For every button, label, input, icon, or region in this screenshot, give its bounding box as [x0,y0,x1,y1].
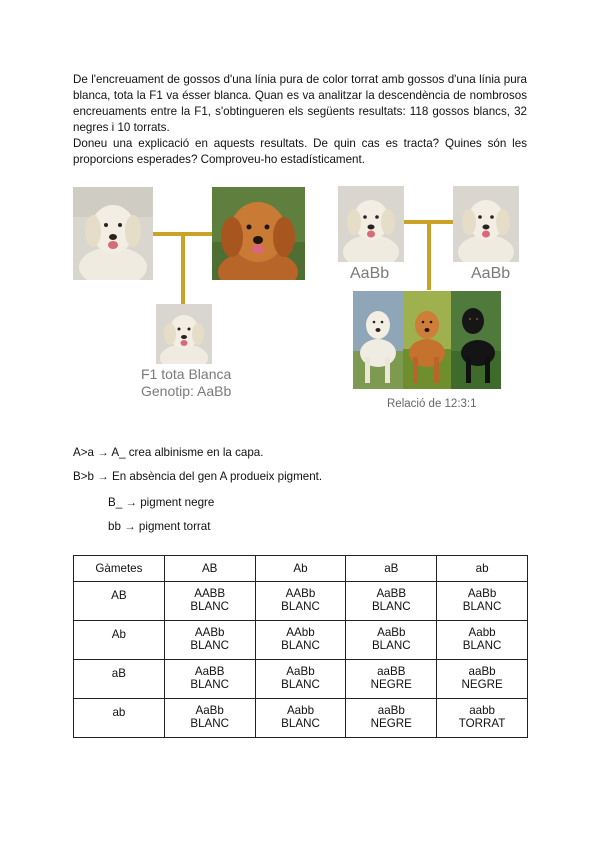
cell-genotype: AABb [285,587,316,600]
table-cell [437,621,528,660]
rule-pigment: B>b → En absència del gen A produeix pigment. [73,470,323,483]
cell-genotype: Aabb [468,626,496,639]
cell-phenotype: BLANC [281,600,320,613]
rule-albinism: A>a → A_ crea albinisme en la capa. [73,446,264,459]
cell-phenotype: BLANC [281,717,320,730]
cell-genotype: AaBb [195,704,224,717]
table-col-header: AB [164,556,255,582]
table-row [74,660,528,699]
cell-genotype: AABb [194,626,225,639]
table-col-header: aB [346,556,437,582]
table-cell [164,660,255,699]
table-cell [255,660,346,699]
table-cell [164,621,255,660]
f1-caption-phenotype: F1 tota Blanca [141,366,232,382]
table-cell [346,660,437,699]
cell-phenotype: TORRAT [458,717,506,730]
cell-phenotype: NEGRE [370,717,412,730]
f1-caption-genotype: Genotip: AaBb [141,383,232,399]
table-row-header: Ab [74,621,165,660]
cell-phenotype: NEGRE [370,678,412,691]
table-row [74,699,528,738]
cell-genotype: AaBB [194,665,225,678]
table-cell [255,621,346,660]
table-cell [346,699,437,738]
table-corner-header: Gàmetes [74,556,165,582]
cell-phenotype: BLANC [371,600,411,613]
cell-genotype: aaBb [377,704,405,717]
rule-black: B_ → pigment negre [108,496,215,509]
cell-genotype: AABB [194,587,226,600]
cell-genotype: AaBb [467,587,497,600]
cell-phenotype: BLANC [190,639,230,652]
table-row-header: ab [74,699,165,738]
parent1-genotype-label: AaBb [350,265,390,282]
f1-caption [141,366,231,400]
table-cell [255,582,346,621]
punnett-table [73,555,528,738]
cell-genotype: aaBb [468,665,496,678]
parent2-genotype-label: AaBb [471,265,511,282]
offspring-connector [181,232,185,304]
golden-dog-photo [212,187,305,280]
cell-phenotype: BLANC [281,639,320,652]
table-cell [164,582,255,621]
table-row-header: aB [74,660,165,699]
cell-phenotype: NEGRE [461,678,503,691]
table-cell [437,660,528,699]
table-cell [346,582,437,621]
f2-golden-dog-photo [403,291,451,389]
cell-genotype: AaBb [286,665,315,678]
table-row-header: AB [74,582,165,621]
cell-phenotype: BLANC [190,717,230,730]
cell-phenotype: BLANC [462,639,502,652]
f2-black-dog-photo [451,291,501,389]
white-dog-photo [73,187,153,280]
parent2-white-dog-photo [453,186,519,262]
cell-genotype: aabb [469,704,495,717]
table-row [74,582,528,621]
table-header-row [74,556,528,582]
table-cell [437,582,528,621]
cell-phenotype: BLANC [281,678,320,691]
parent1-white-dog-photo [338,186,404,262]
table-col-header: ab [437,556,528,582]
ratio-caption: Relació de 12:3:1 [387,398,477,410]
cell-phenotype: BLANC [462,600,502,613]
f2-connector [427,220,431,290]
cell-phenotype: BLANC [190,600,230,613]
problem-question: Doneu una explicació en aquests resultats. De quin cas es tracta? Quines són les proporcions esperades? Comproveu-ho estadísticament. [73,137,527,166]
rule-tan: bb → pigment torrat [108,520,211,533]
cell-genotype: Aabb [286,704,315,717]
cell-genotype: AAbb [286,626,315,639]
cell-genotype: AaBB [376,587,407,600]
f2-white-dog-photo [353,291,403,389]
table-cell [437,699,528,738]
table-row [74,621,528,660]
f1-white-dog-photo [156,304,212,364]
cell-phenotype: BLANC [371,639,411,652]
table-cell [255,699,346,738]
cell-genotype: AaBb [377,626,406,639]
cell-phenotype: BLANC [190,678,230,691]
problem-statement: De l'encreuament de gossos d'una línia pura de color torrat amb gossos d'una línia pura blanca, tota la F1 va ésser blanca. Quan es va analitzar la descendència de nombrosos encreuaments entre la F1, s'obtingueren els següents resultats: 118 gossos blancs, 32 negres i 10 torrats. [73,73,527,134]
table-col-header: Ab [255,556,346,582]
cell-genotype: aaBB [377,665,406,678]
table-cell [164,699,255,738]
table-cell [346,621,437,660]
